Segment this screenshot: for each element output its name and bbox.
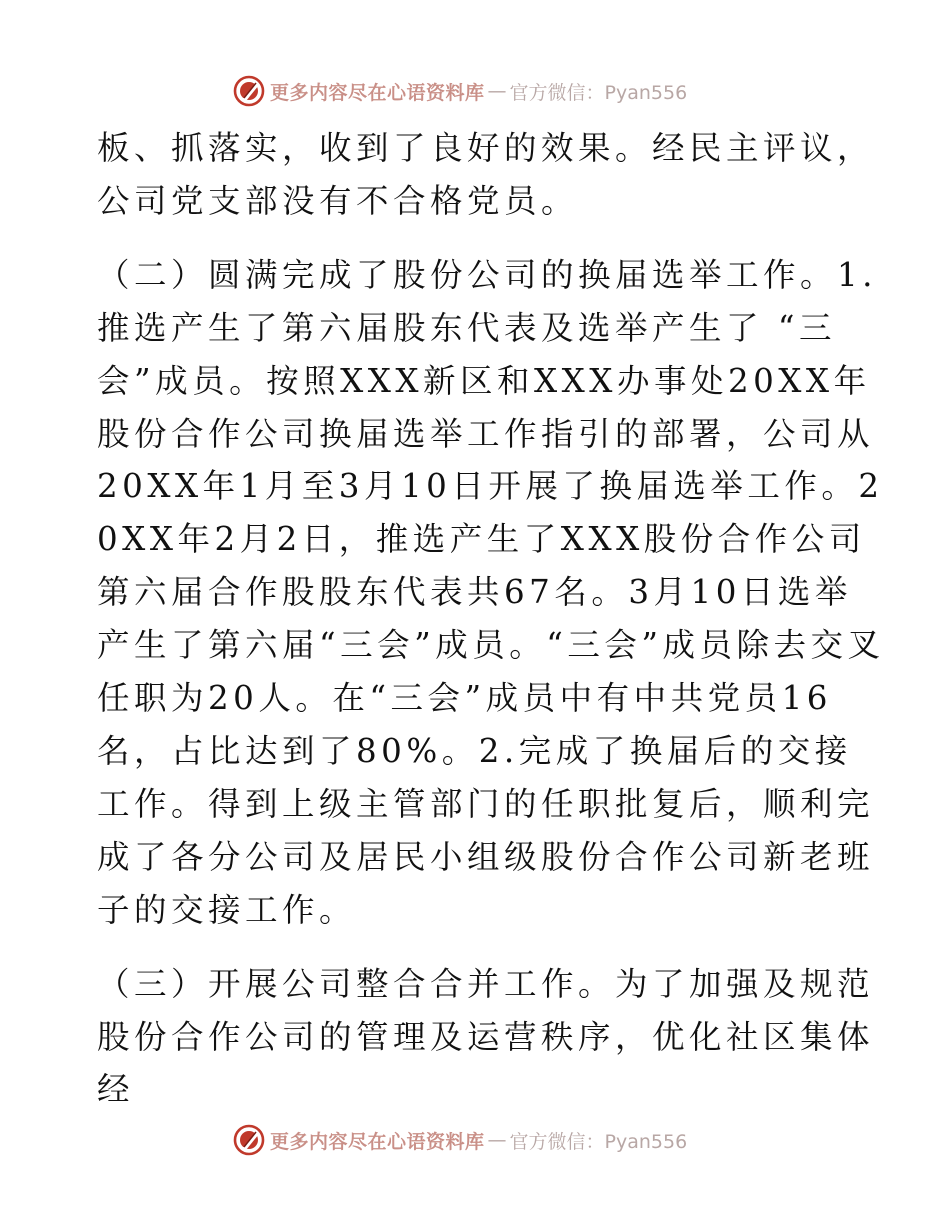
watermark-wechat-text: 官方微信：Pyan556 [509, 81, 688, 104]
watermark-site-text: 更多内容尽在心语资料库 [270, 1130, 485, 1153]
watermark-separator: — [487, 1129, 507, 1151]
watermark-separator: — [487, 80, 507, 102]
watermark-footer [232, 1122, 687, 1158]
watermark-site-text: 更多内容尽在心语资料库 [270, 81, 485, 104]
pen-seal-icon [232, 74, 266, 108]
watermark-header [232, 73, 687, 109]
document-body [97, 122, 887, 1116]
paragraph-election: （二）圆满完成了股份公司的换届选举工作。1.推选产生了第六届股东代表及选举产生了 “三会”成员。按照XXX新区和XXX办事处20XX年股份合作公司换届选举工作指引的部署，公司从20XX年1月至3月10日开展了换届选举工作。20XX年2月2日，推选产生了XXX股份合作公司第六届合作股股东代表共67名。3月10日选举产生了第六届“三会”成员。“三会”成员除去交叉任职为20人。在“三会”成员中有中共党员16名，占比达到了80%。2.完成了换届后的交接工作。得到上级主管部门的任职批复后，顺利完成了各分公司及居民小组级股份合作公司新老班子的交接工作。 [97, 255, 885, 929]
pen-seal-icon [232, 1123, 266, 1157]
paragraph-continuation: 板、抓落实，收到了良好的效果。经民主评议，公司党支部没有不合格党员。 [97, 129, 875, 220]
watermark-wechat-text: 官方微信：Pyan556 [509, 1130, 688, 1153]
paragraph-merger: （三）开展公司整合合并工作。为了加强及规范股份合作公司的管理及运营秩序，优化社区集体经 [97, 964, 875, 1109]
